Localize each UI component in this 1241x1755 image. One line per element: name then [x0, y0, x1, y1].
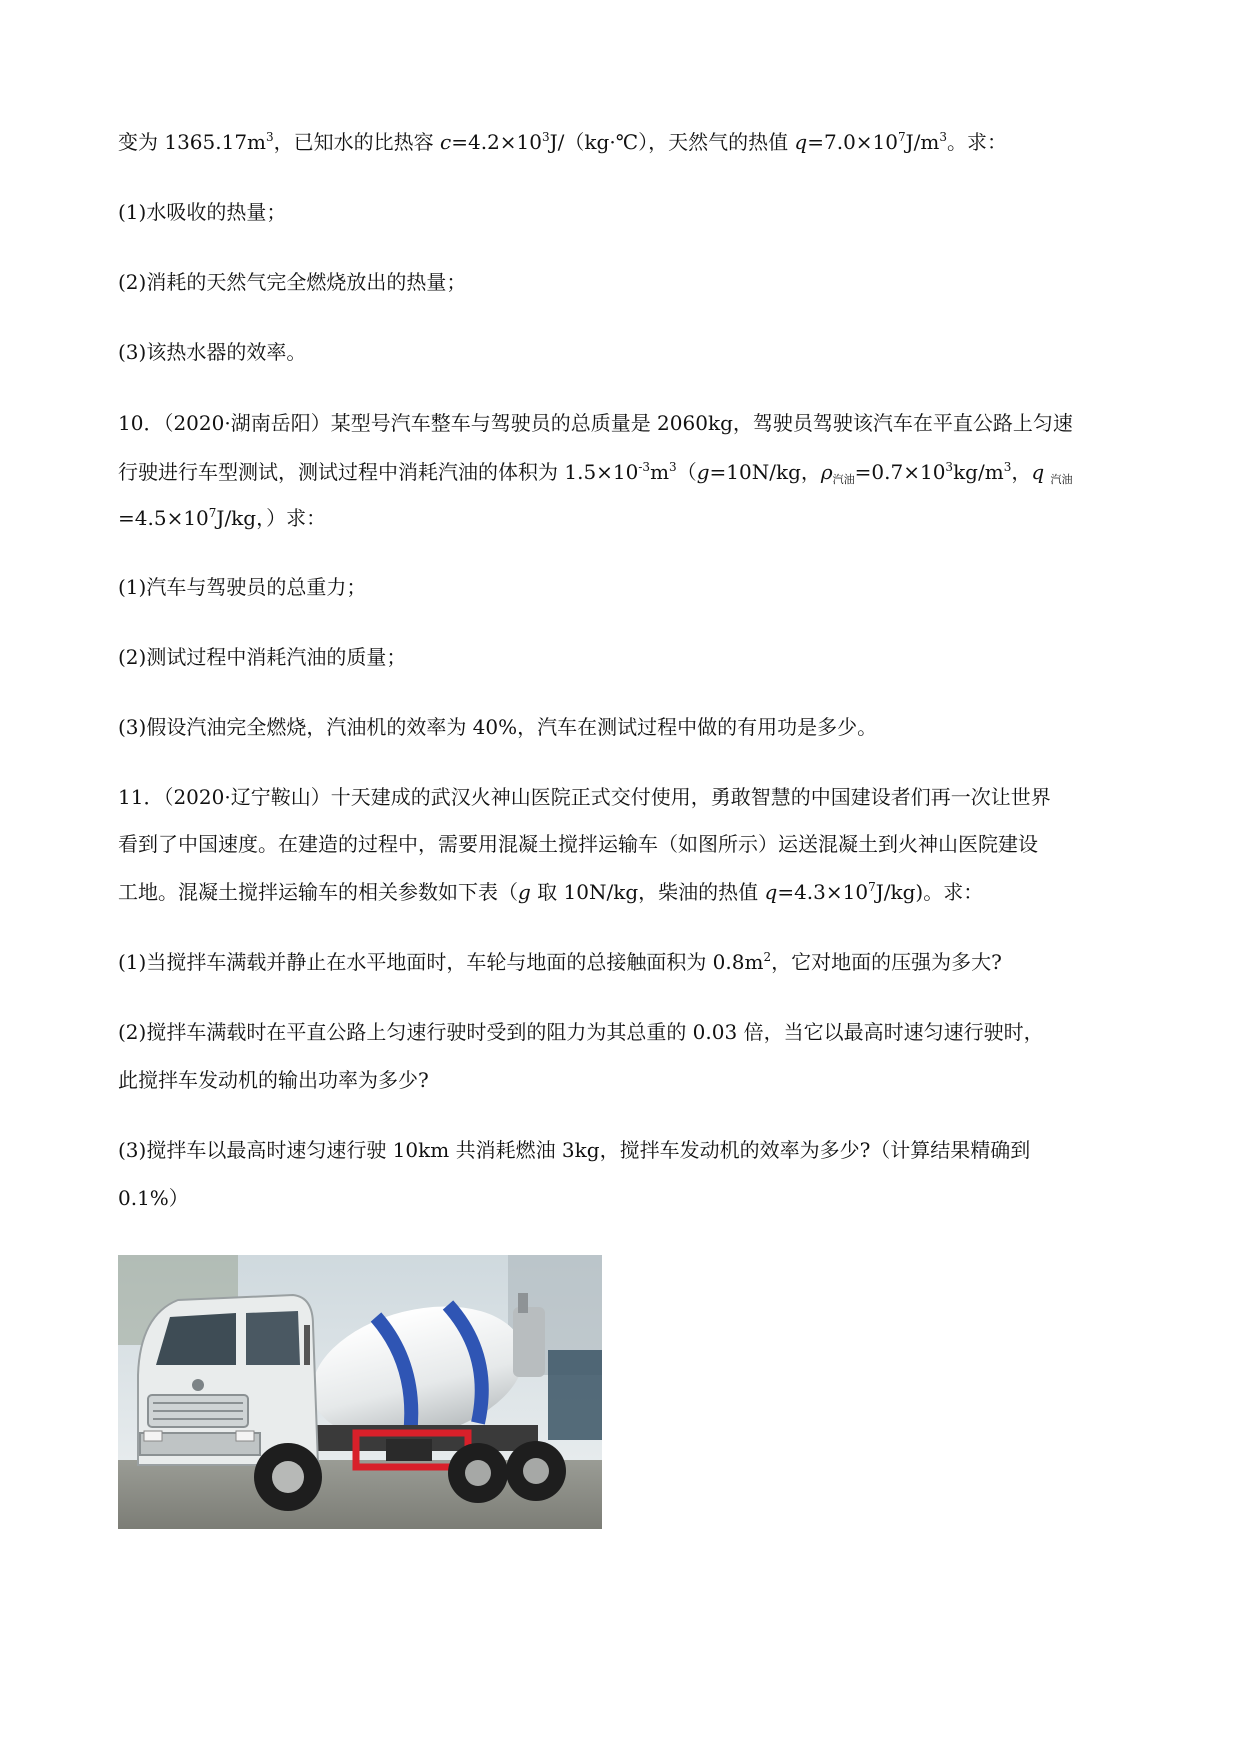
q11-sub-question-2-line-1: (2)搅拌车满载时在平直公路上匀速行驶时受到的阻力为其总重的 0.03 倍，当它以最高时速匀速行驶时， — [118, 1020, 1044, 1044]
q9-sub-question-2: (2)消耗的天然气完全燃烧放出的热量； — [118, 270, 467, 294]
q10-stem-line-3: $=4.5\times 10^7J/kg$，）求： — [118, 506, 327, 530]
q11-stem-line-3: 工地。混凝土搅拌运输车的相关参数如下表（g 取 10N/kg，柴油的热值 $q=4.3\times 10^7J/kg$)。求： — [118, 880, 984, 904]
q9-sub-question-1: (1)水吸收的热量； — [118, 200, 287, 224]
mixer-truck-illustration — [118, 1255, 602, 1529]
q9-sub-question-3: (3)该热水器的效率。 — [118, 340, 307, 364]
q10-sub-question-1: (1)汽车与驾驶员的总重力； — [118, 575, 367, 599]
mixer-truck-photo — [118, 1255, 602, 1529]
q10-stem-line-2: 行驶进行车型测试，测试过程中消耗汽油的体积为 $1.5\times 10^{-3}m^3(g=10N/kg$，$\rho_{汽油}=0.7\times 10^3kg/m^3$，q $_{汽油}$ — [118, 460, 1073, 486]
q10-stem-line-1: 10．（2020·湖南岳阳）某型号汽车整车与驾驶员的总质量是 2060kg，驾驶员驾驶该汽车在平直公路上匀速 — [118, 411, 1073, 435]
background-tanker — [548, 1350, 602, 1440]
q10-sub-question-3: (3)假设汽油完全燃烧，汽油机的效率为 40%，汽车在测试过程中做的有用功是多少。 — [118, 715, 878, 739]
q11-stem-line-1: 11．（2020·辽宁鞍山）十天建成的武汉火神山医院正式交付使用，勇敢智慧的中国建设者们再一次让世界 — [118, 785, 1051, 809]
q11-sub-question-3-line-1: (3)搅拌车以最高时速匀速行驶 10km 共消耗燃油 3kg，搅拌车发动机的效率为多少?（计算结果精确到 — [118, 1138, 1031, 1162]
q9-condition-line: 变为 $1365.17m^3$，已知水的比热容 $c=4.2\times 10^3J/(kg\cdot℃)$，天然气的热值 $q=7.0\times 10^7J/m^3$。求： — [118, 130, 1008, 154]
q11-sub-question-1: (1)当搅拌车满载并静止在水平地面时，车轮与地面的总接触面积为 $0.8m^2$，它对地面的压强为多大? — [118, 950, 1002, 974]
q10-sub-question-2: (2)测试过程中消耗汽油的质量； — [118, 645, 407, 669]
q11-stem-line-2: 看到了中国速度。在建造的过程中，需要用混凝土搅拌运输车（如图所示）运送混凝土到火神山医院建设 — [118, 832, 1038, 856]
q11-sub-question-3-line-2: 0.1%） — [118, 1186, 189, 1210]
q11-sub-question-2-line-2: 此搅拌车发动机的输出功率为多少? — [118, 1068, 429, 1092]
truck-cab — [138, 1295, 318, 1465]
